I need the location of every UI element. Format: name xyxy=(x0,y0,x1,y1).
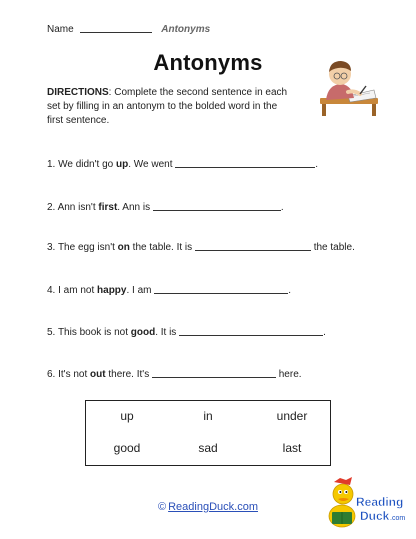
readingduck-logo xyxy=(326,476,410,532)
word-bank-item: good xyxy=(113,441,141,455)
footer-link[interactable]: ReadingDuck.com xyxy=(168,501,258,513)
answer-blank[interactable] xyxy=(179,325,323,336)
question-text: 3. The egg isn't xyxy=(47,242,118,253)
question-text: 1. We didn't go xyxy=(47,159,116,170)
question-3 xyxy=(47,240,355,253)
word-bank xyxy=(85,400,331,466)
answer-blank[interactable] xyxy=(195,240,311,251)
question-text: . xyxy=(315,159,319,170)
question-text: 5. This book is not xyxy=(47,327,131,338)
answer-blank[interactable] xyxy=(175,157,315,168)
answer-blank[interactable] xyxy=(152,367,276,378)
word-bank-item: in xyxy=(203,409,213,423)
topic-label: Antonyms xyxy=(161,24,211,35)
directions xyxy=(47,86,295,128)
question-text: the table. xyxy=(310,242,355,253)
question-4 xyxy=(47,283,291,296)
copyright-icon: © xyxy=(158,501,167,513)
question-text: there. It's xyxy=(105,369,152,380)
student-writing-illustration xyxy=(318,56,380,118)
name-blank[interactable] xyxy=(80,32,152,33)
word-bank-item: last xyxy=(282,441,302,455)
directions-label: DIRECTIONS xyxy=(47,87,109,98)
question-text: . It is xyxy=(155,327,180,338)
bolded-word: first xyxy=(98,202,118,213)
bolded-word: up xyxy=(116,159,129,170)
question-text: . xyxy=(280,202,284,213)
question-1 xyxy=(47,157,318,170)
question-text: . I am xyxy=(126,285,155,296)
logo-text-duck: Duck xyxy=(360,509,390,523)
bolded-word: out xyxy=(90,369,106,380)
question-2 xyxy=(47,200,284,213)
page-title: Antonyms xyxy=(153,50,263,75)
question-text: . xyxy=(288,285,292,296)
question-text: 4. I am not xyxy=(47,285,98,296)
question-text: here. xyxy=(275,369,302,380)
question-text: . Ann is xyxy=(117,202,153,213)
answer-blank[interactable] xyxy=(153,200,281,211)
bolded-word: happy xyxy=(97,285,127,296)
name-row xyxy=(47,24,210,35)
bolded-word: good xyxy=(130,327,156,338)
answer-blank[interactable] xyxy=(154,283,288,294)
question-6 xyxy=(47,367,302,380)
word-bank-item: sad xyxy=(198,441,218,455)
question-5 xyxy=(47,325,326,338)
question-text: 2. Ann isn't xyxy=(47,202,99,213)
name-label: Name xyxy=(47,24,74,35)
logo-text-reading: Reading xyxy=(356,495,404,509)
question-text: the table. It is xyxy=(129,242,195,253)
question-text: . We went xyxy=(128,159,176,170)
word-bank-item: up xyxy=(120,409,134,423)
directions-text: : Complete the second sentence in each set by filling in an antonym to the bolded word in the first sentence. xyxy=(47,87,288,126)
logo-text-suffix: .com xyxy=(390,515,406,522)
question-text: . xyxy=(323,327,326,338)
question-text: 6. It's not xyxy=(47,369,91,380)
bolded-word: on xyxy=(117,242,130,253)
word-bank-item: under xyxy=(276,409,308,423)
